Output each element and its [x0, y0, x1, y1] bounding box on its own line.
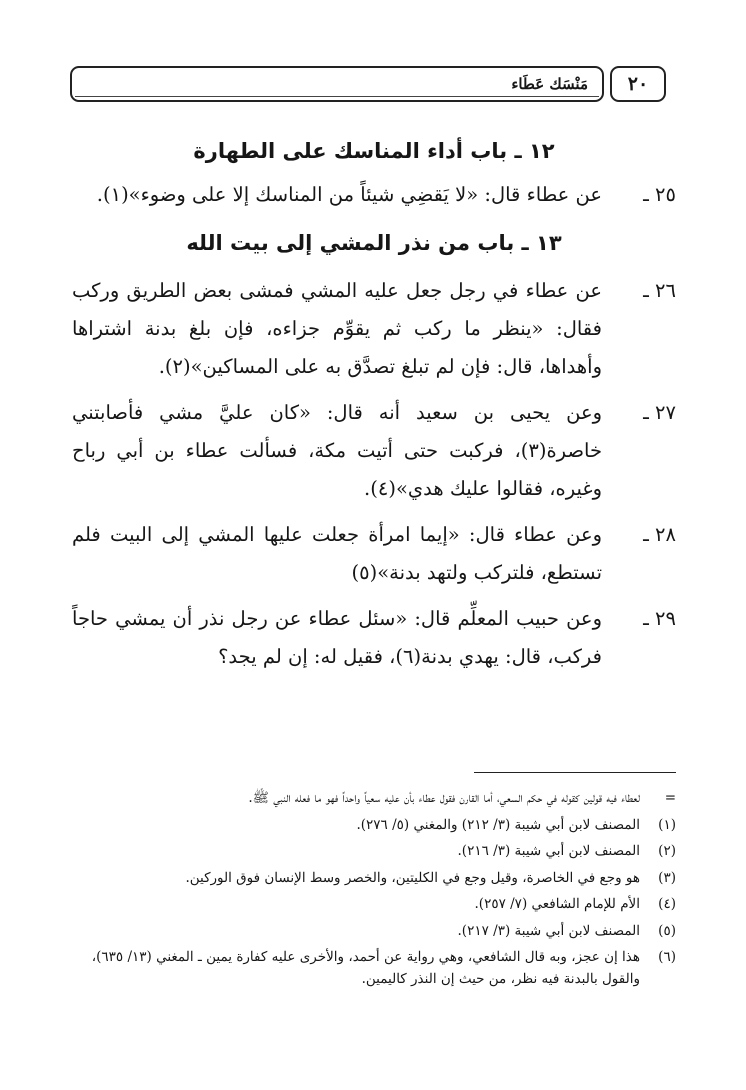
footnote: [72, 868, 676, 890]
footnote-text: المصنف لابن أبي شيبة (٣/ ٢١٦).: [457, 843, 640, 859]
narration-entry: [72, 516, 676, 592]
narration-number: ٢٩ ـ: [643, 607, 676, 630]
footnotes: [72, 788, 676, 995]
narration-entry: [72, 600, 676, 676]
narration-text: عن عطاء قال: «لا يَقضِي شيئاً من المناسك إلا على وضوء»(١).: [96, 183, 602, 206]
main-text: [72, 134, 676, 684]
footnote-marker: (٥): [658, 922, 676, 939]
footnote: [72, 947, 676, 990]
narration-entry: [72, 272, 676, 386]
chapter-heading: ١٢ ـ باب أداء المناسك على الطهارة: [193, 139, 555, 163]
narration-number: ٢٨ ـ: [643, 523, 676, 546]
footnote-text: هذا إن عجز، وبه قال الشافعي، وهي رواية عن أحمد، والأخرى عليه كفارة يمين ـ المغني (١٣/ ٦٣٥)، والقول بالبدنة فيه نظر، من حيث إن النذر كاليمين.: [91, 949, 640, 987]
narration-text: وعن حبيب المعلِّم قال: «سئل عطاء عن رجل نذر أن يمشي حاجاً فركب، قال: يهدي بدنة(٦)، فقيل له: إن لم يجد؟: [72, 607, 602, 668]
footnote-text: هو وجع في الخاصرة، وقيل وجع في الكليتين، والخصر وسط الإنسان فوق الوركين.: [185, 869, 640, 886]
footnote: [72, 921, 676, 943]
footnote-divider: [474, 772, 676, 773]
page-number-box: [610, 66, 666, 102]
running-header: [70, 66, 666, 104]
footnote-text: المصنف لابن أبي شيبة (٣/ ٢١٧).: [457, 922, 640, 939]
footnote-marker: (٦): [658, 949, 676, 965]
footnote: [72, 788, 676, 810]
footnote-marker: =: [664, 790, 676, 806]
narration-number: ٢٥ ـ: [643, 183, 676, 206]
narration-entry: [72, 176, 676, 214]
footnote-text: الأم للإمام الشافعي (٧/ ٢٥٧).: [474, 896, 640, 912]
chapter-heading: ١٣ ـ باب من نذر المشي إلى بيت الله: [186, 231, 562, 255]
narration-number: ٢٦ ـ: [643, 279, 676, 302]
footnote: [72, 841, 676, 863]
page-number: ٢٠: [627, 73, 649, 95]
footnote-text: المصنف لابن أبي شيبة (٣/ ٢١٢) والمغني (٥/ ٢٧٦).: [356, 816, 640, 833]
book-title: مَنْسَك عَطَاء: [511, 75, 588, 93]
narration-text: وعن يحيى بن سعيد أنه قال: «كان عليَّ مشي فأصابتني خاصرة(٣)، فركبت حتى أتيت مكة، فسألت عطاء بن أبي رباح وغيره، فقالوا عليك هدي»(٤).: [72, 401, 602, 500]
narration-number: ٢٧ ـ: [643, 401, 676, 424]
header-title-box: [70, 66, 604, 102]
narration-text: عن عطاء في رجل جعل عليه المشي فمشى بعض الطريق وركب فقال: «ينظر ما ركب ثم يقوِّم جزاءه، فإن بلغ بدنة اشتراها وأهداها، قال: فإن لم تبلغ تصدَّق به على المساكين»(٢).: [72, 279, 602, 378]
footnote-text: لعطاء فيه قولين كقوله في حكم السعي، أما القارن فقول عطاء بأن عليه سعياً واحداً فهو ما فعله النبي ﷺ.: [248, 790, 640, 806]
narration-text: وعن عطاء قال: «إيما امرأة جعلت عليها المشي إلى البيت فلم تستطع، فلتركب ولتهد بدنة»(٥): [72, 523, 602, 584]
footnote: [72, 894, 676, 916]
footnote-marker: (٣): [658, 869, 676, 886]
footnote-marker: (٤): [658, 896, 676, 912]
footnote-marker: (١): [658, 816, 676, 833]
footnote-marker: (٢): [658, 843, 676, 859]
footnote: [72, 815, 676, 837]
narration-entry: [72, 394, 676, 508]
